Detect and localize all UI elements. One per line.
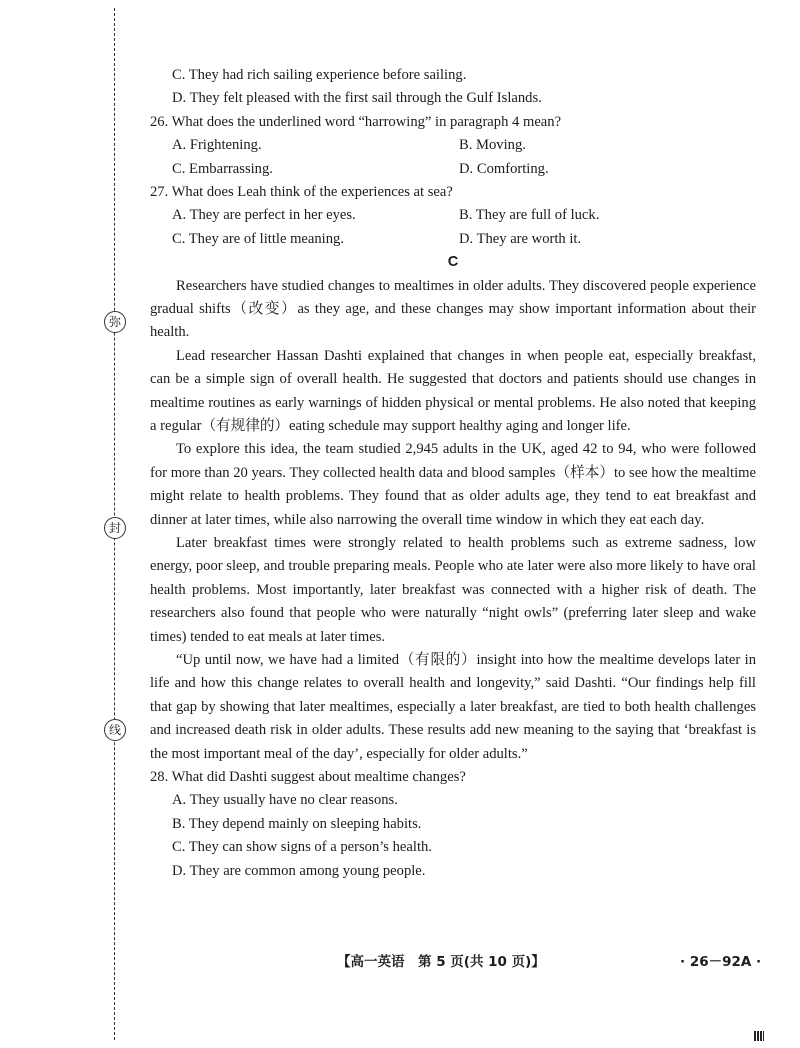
q27-options-row-1 [150, 204, 756, 227]
question-27: 27. What does Leah think of the experiences at sea? [150, 183, 453, 200]
q27-option-b: B. They are full of luck. [459, 207, 600, 224]
q27-options-row-2 [150, 228, 756, 251]
q27-option-d: D. They are worth it. [459, 230, 582, 247]
exam-page [150, 64, 756, 883]
q26-option-d: D. Comforting. [459, 160, 549, 177]
q27-option-c: C. They are of little meaning. [172, 230, 344, 247]
footer-page-label: 【高一英语 第 5 页(共 10 页)】 [337, 954, 545, 970]
q26-option-c: C. Embarrassing. [172, 160, 273, 177]
footer-exam-code: · 26－92A · [680, 954, 762, 970]
q28-option-a: A. They usually have no clear reasons. [172, 792, 398, 809]
passage-paragraph-2: Lead researcher Hassan Dashti explained that changes in when people eat, especially breakfast, can be a simple sign of overall health. He suggested that doctors and patients should use changes in mealtime routines as early warnings of hidden physical or mental problems. He also noted that keeping a regular（有规律的）eating schedule may support healthy aging and longer life. [150, 347, 756, 434]
section-heading: C [447, 254, 459, 271]
seal-feng: 封 [104, 517, 126, 539]
q26-option-b: B. Moving. [459, 137, 526, 154]
q28-option-b: B. They depend mainly on sleeping habits. [172, 815, 422, 832]
q26-options-row-2 [150, 158, 756, 181]
q27-option-a: A. They are perfect in her eyes. [172, 207, 356, 224]
seal-mi: 弥 [104, 311, 126, 333]
q28-option-c: C. They can show signs of a person’s health. [172, 839, 432, 856]
question-26: 26. What does the underlined word “harrowing” in paragraph 4 mean? [150, 113, 562, 130]
q26-option-a: A. Frightening. [172, 137, 262, 154]
corner-watermark [754, 1030, 794, 1042]
q28-option-d: D. They are common among young people. [172, 862, 426, 879]
passage-paragraph-4: Later breakfast times were strongly related to health problems such as extreme sadness, low energy, poor sleep, and trouble preparing meals. People who ate later were also more likely to have oral health problems. Most importantly, later breakfast was connected with a higher risk of death. The researchers also found that people who were naturally “night owls” (preferring later sleep and wake times) tended to eat meals at later times. [150, 534, 756, 645]
seal-xian: 线 [104, 719, 126, 741]
page-footer [0, 950, 800, 970]
passage-paragraph-5: “Up until now, we have had a limited（有限的）insight into how the mealtime develops later in life and how this change relates to overall health and longevity,” said Dashti. “Our findings help fill that gap by showing that later mealtimes, especially a later breakfast, are tied to both health challenges and increased death risk in older adults. These results add new meaning to the saying that ‘breakfast is the most important meal of the day’, especially for older adults.” [150, 652, 756, 762]
prev-option-d: D. They felt pleased with the first sail through the Gulf Islands. [172, 90, 542, 107]
passage-paragraph-1: Researchers have studied changes to mealtimes in older adults. They discovered people experience gradual shifts（改变）as they age, and these changes may show important information about their health. [150, 277, 756, 341]
passage-paragraph-3: To explore this idea, the team studied 2,945 adults in the UK, aged 42 to 94, who were followed for more than 20 years. They collected health data and blood samples（样本）to see how the mealtime might relate to health problems. They found that as older adults age, they tend to eat breakfast and dinner at later times, while also narrowing the overall time window in which they eat each day. [150, 441, 756, 528]
q26-options-row-1 [150, 134, 756, 157]
qr-code-icon [754, 1031, 764, 1041]
prev-option-c: C. They had rich sailing experience before sailing. [172, 67, 467, 83]
question-28: 28. What did Dashti suggest about mealtime changes? [150, 769, 466, 786]
